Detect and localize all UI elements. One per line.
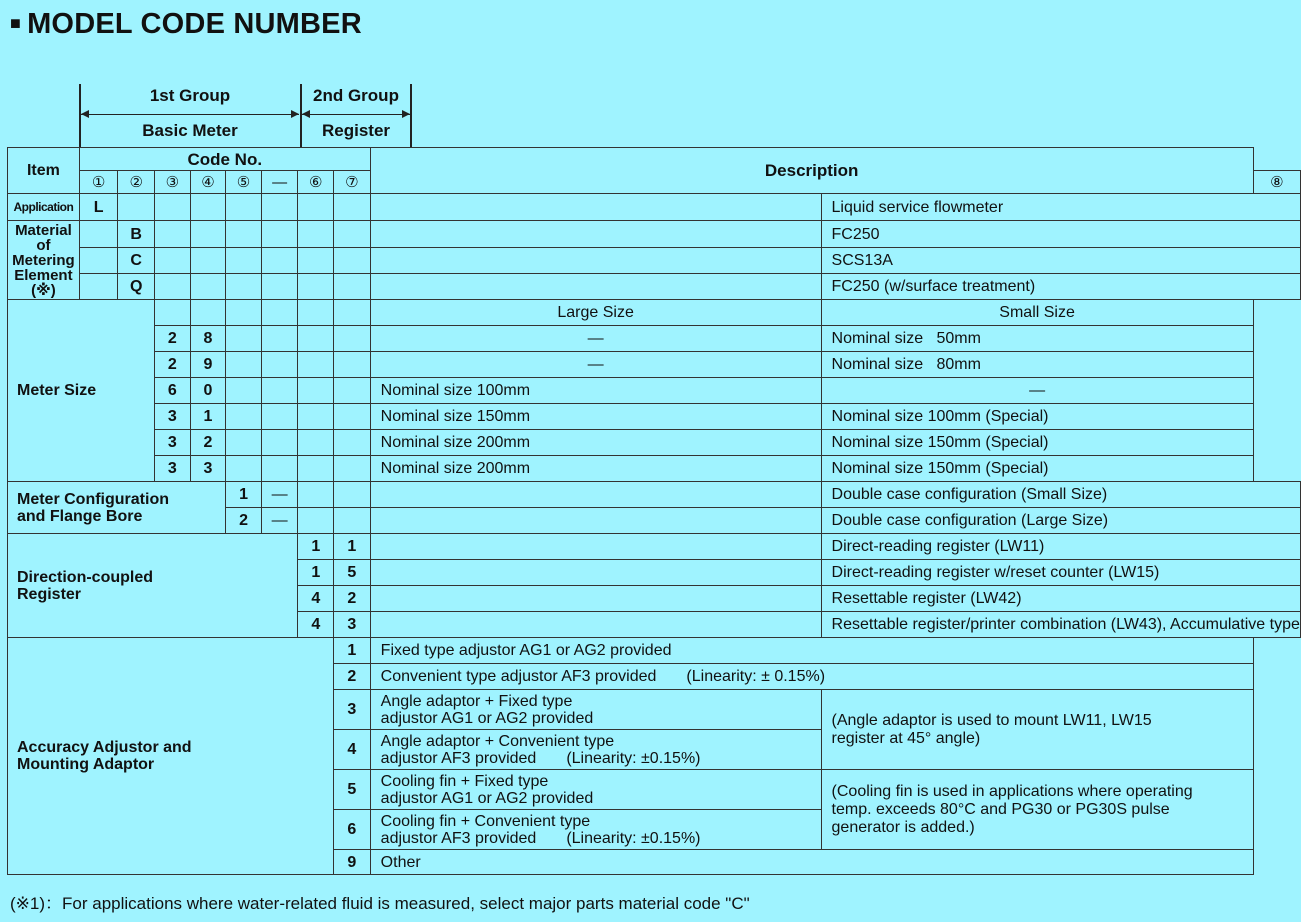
page-title: ■ MODEL CODE NUMBER: [10, 8, 362, 40]
linearity-note: (Linearity: ± 0.15%): [686, 668, 826, 685]
register-label: Register: [321, 121, 391, 140]
code-cell: 0: [190, 378, 226, 404]
item-accuracy: Accuracy Adjustor and Mounting Adaptor: [8, 638, 334, 875]
description-cell: —: [370, 326, 821, 352]
description-cell: Nominal size 150mm: [370, 404, 821, 430]
description-cell: Double case configuration (Small Size): [821, 482, 1300, 508]
header-item: Item: [8, 148, 80, 194]
code-dash: —: [261, 508, 298, 534]
basic-meter-label: Basic Meter: [142, 121, 238, 140]
code-cell: 3: [190, 456, 226, 482]
description-cell: Nominal size 80mm: [821, 352, 1253, 378]
item-register: Direction-coupled Register: [8, 534, 298, 638]
table-row: [8, 482, 1301, 508]
table-row: [8, 352, 1301, 378]
cooling-fin-note: (Cooling fin is used in applications where operating temp. exceeds 80°C and PG30 or PG30S pulse generator is added.): [821, 770, 1253, 850]
code-cell: 6: [334, 810, 371, 850]
description-cell: Cooling fin + Fixed type adjustor AG1 or AG2 provided: [370, 770, 821, 810]
header-code-no: Code No.: [79, 148, 370, 171]
angle-adaptor-note: (Angle adaptor is used to mount LW11, LW15 register at 45° angle): [821, 690, 1253, 770]
description-cell: FC250: [821, 221, 1300, 248]
description-cell: Liquid service flowmeter: [821, 194, 1300, 221]
description-cell: SCS13A: [821, 248, 1300, 274]
group-divider-right: [410, 84, 412, 147]
item-configuration: Meter Configuration and Flange Bore: [8, 482, 226, 534]
description-cell: Fixed type adjustor AG1 or AG2 provided: [370, 638, 1253, 664]
position-1: ①: [79, 171, 118, 194]
table-row: [8, 638, 1301, 664]
code-cell: 2: [155, 352, 191, 378]
position-2: ②: [118, 171, 155, 194]
description-cell: Nominal size 150mm (Special): [821, 430, 1253, 456]
code-cell: 4: [298, 586, 334, 612]
description-cell: Nominal size 100mm (Special): [821, 404, 1253, 430]
linearity-note: (Linearity: ±0.15%): [566, 829, 701, 847]
code-cell: 1: [334, 534, 371, 560]
description-cell: Resettable register (LW42): [821, 586, 1300, 612]
position-5: ⑤: [226, 171, 262, 194]
description-cell: Cooling fin + Convenient type adjustor AF3 provided (Linearity: ±0.15%): [370, 810, 821, 850]
table-row: [8, 326, 1301, 352]
table-row: [8, 300, 1301, 326]
position-8: ⑧: [1253, 171, 1300, 194]
code-cell: 3: [155, 430, 191, 456]
second-group-label: 2nd Group: [313, 86, 399, 105]
code-cell: Q: [118, 274, 155, 300]
code-cell: 6: [155, 378, 191, 404]
small-size-header: Small Size: [821, 300, 1253, 326]
code-cell: 4: [334, 730, 371, 770]
code-cell: 1: [298, 560, 334, 586]
description-cell: Nominal size 150mm (Special): [821, 456, 1253, 482]
item-material: Material of Metering Element (※): [8, 221, 80, 300]
code-cell: 1: [226, 482, 262, 508]
description-cell: FC250 (w/surface treatment): [821, 274, 1300, 300]
code-cell: 4: [298, 612, 334, 638]
code-cell: 1: [298, 534, 334, 560]
code-cell: 1: [334, 638, 371, 664]
description-cell: —: [370, 352, 821, 378]
description-cell: Nominal size 200mm: [370, 456, 821, 482]
code-cell: 5: [334, 560, 371, 586]
linearity-note: (Linearity: ±0.15%): [566, 749, 701, 767]
header-description: Description: [370, 148, 1253, 194]
code-cell: B: [118, 221, 155, 248]
description-cell: Angle adaptor + Convenient type adjustor AF3 provided (Linearity: ±0.15%): [370, 730, 821, 770]
code-cell: 5: [334, 770, 371, 810]
description-cell: Convenient type adjustor AF3 provided (Linearity: ± 0.15%): [370, 664, 1253, 690]
description-cell: —: [821, 378, 1253, 404]
code-cell: 9: [334, 850, 371, 875]
item-meter-size: Meter Size: [8, 300, 155, 482]
table-row: [8, 194, 1301, 221]
code-cell: 2: [190, 430, 226, 456]
code-cell: 8: [190, 326, 226, 352]
code-cell: 2: [334, 586, 371, 612]
position-6: ⑥: [298, 171, 334, 194]
code-cell: 3: [155, 404, 191, 430]
first-group-label: 1st Group: [149, 86, 231, 105]
code-cell: 2: [334, 664, 371, 690]
description-cell: Resettable register/printer combination (LW43), Accumulative type: [821, 612, 1300, 638]
first-group-arrow: [81, 114, 299, 115]
table-row: [8, 248, 1301, 274]
description-cell: Nominal size 200mm: [370, 430, 821, 456]
description-cell: Angle adaptor + Fixed type adjustor AG1 or AG2 provided: [370, 690, 821, 730]
position-3: ③: [155, 171, 191, 194]
code-cell: 1: [190, 404, 226, 430]
code-cell: L: [79, 194, 118, 221]
description-cell: Nominal size 100mm: [370, 378, 821, 404]
description-cell: Nominal size 50mm: [821, 326, 1253, 352]
code-dash: —: [261, 482, 298, 508]
table-row: [8, 534, 1301, 560]
code-cell: 9: [190, 352, 226, 378]
code-cell: 2: [155, 326, 191, 352]
description-cell: Direct-reading register w/reset counter (LW15): [821, 560, 1300, 586]
code-cell: 2: [226, 508, 262, 534]
large-size-header: Large Size: [370, 300, 821, 326]
table-row: [8, 430, 1301, 456]
footnote: (※1)：For applications where water-related fluid is measured, select major parts material code "C": [10, 894, 750, 913]
code-cell: C: [118, 248, 155, 274]
table-row: [8, 378, 1301, 404]
table-row: [8, 221, 1301, 248]
table-row: [8, 404, 1301, 430]
description-cell: Double case configuration (Large Size): [821, 508, 1300, 534]
position-7: ⑦: [334, 171, 371, 194]
description-cell: Other: [370, 850, 1253, 875]
code-cell: 3: [334, 690, 371, 730]
item-application: Application: [8, 194, 80, 221]
description-cell: Direct-reading register (LW11): [821, 534, 1300, 560]
model-code-table: [7, 147, 1301, 875]
code-cell: 3: [155, 456, 191, 482]
position-dash: —: [261, 171, 298, 194]
code-cell: 3: [334, 612, 371, 638]
table-row: [8, 456, 1301, 482]
table-row: [8, 274, 1301, 300]
position-4: ④: [190, 171, 226, 194]
second-group-arrow: [302, 114, 410, 115]
